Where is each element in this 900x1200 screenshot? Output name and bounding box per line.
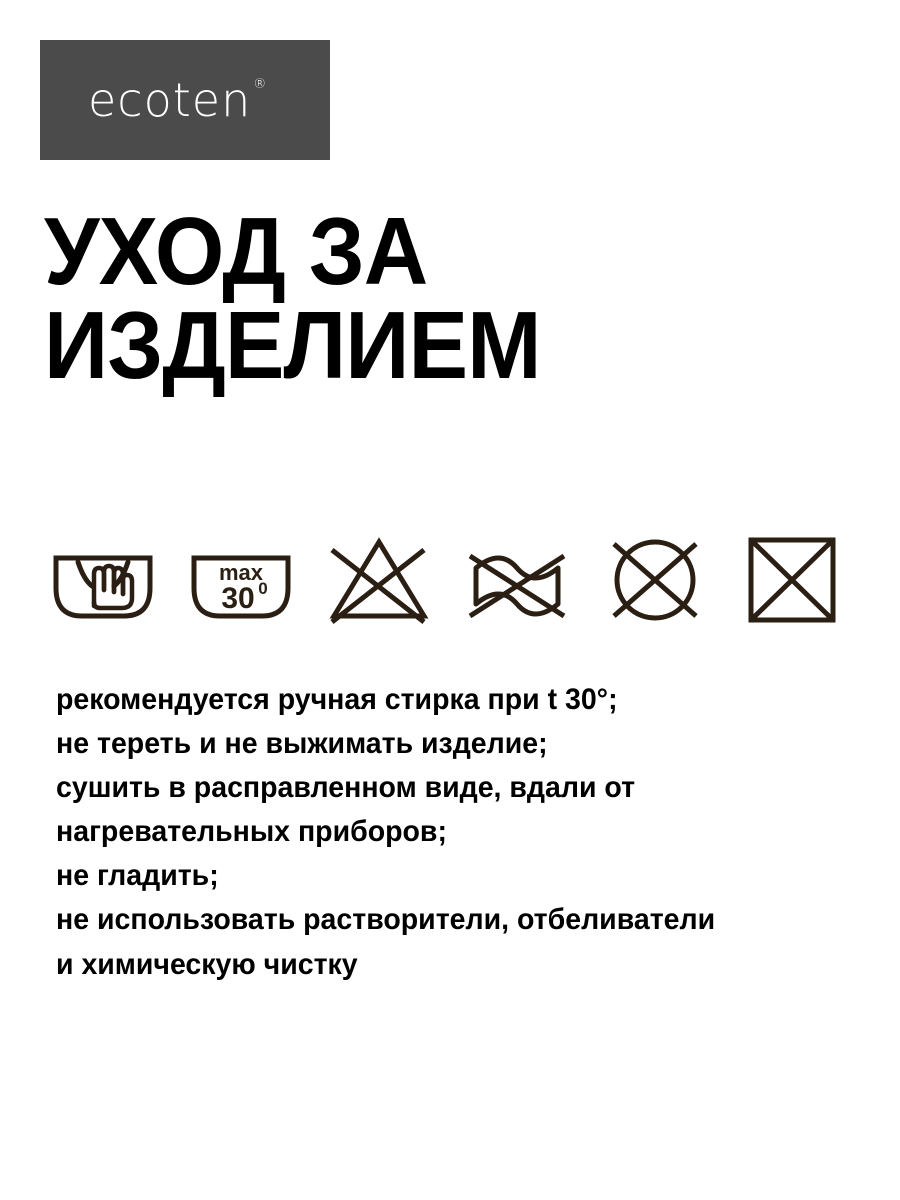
brand-logo-box [40,40,330,160]
page-title-line-2: ИЗДЕЛИЕМ [44,292,541,400]
care-instructions-list [56,678,835,987]
svg-text:max: max [218,559,264,585]
page-title [44,198,788,400]
care-instruction-line: не использовать растворители, отбеливатели [56,903,716,937]
care-instruction-line: не гладить; [56,859,219,893]
do-not-tumble-dry-icon [600,528,710,628]
trademark-symbol: ® [253,76,268,92]
care-instruction-line: рекомендуется ручная стирка при t 30°; [56,683,618,716]
do-not-dry-clean-icon [738,528,848,628]
do-not-wring-icon [462,528,572,628]
care-instruction-line: не тереть и не выжимать изделие; [56,727,548,761]
care-instruction-line: и химическую чистку [56,947,358,981]
svg-text:0: 0 [258,578,268,598]
hand-wash-icon [48,528,158,628]
care-instruction-line: нагревательных приборов; [56,815,447,849]
max-30-wash-icon [186,528,296,628]
page-title-line-1: УХОД ЗА [44,198,428,305]
brand-name: ecoten [88,73,252,127]
care-instruction-line: сушить в расправленном виде, вдали от [56,771,636,805]
no-bleach-icon [324,528,434,628]
care-symbols-row [48,525,858,630]
brand-logo-text [88,73,268,127]
svg-text:30: 30 [221,581,255,615]
